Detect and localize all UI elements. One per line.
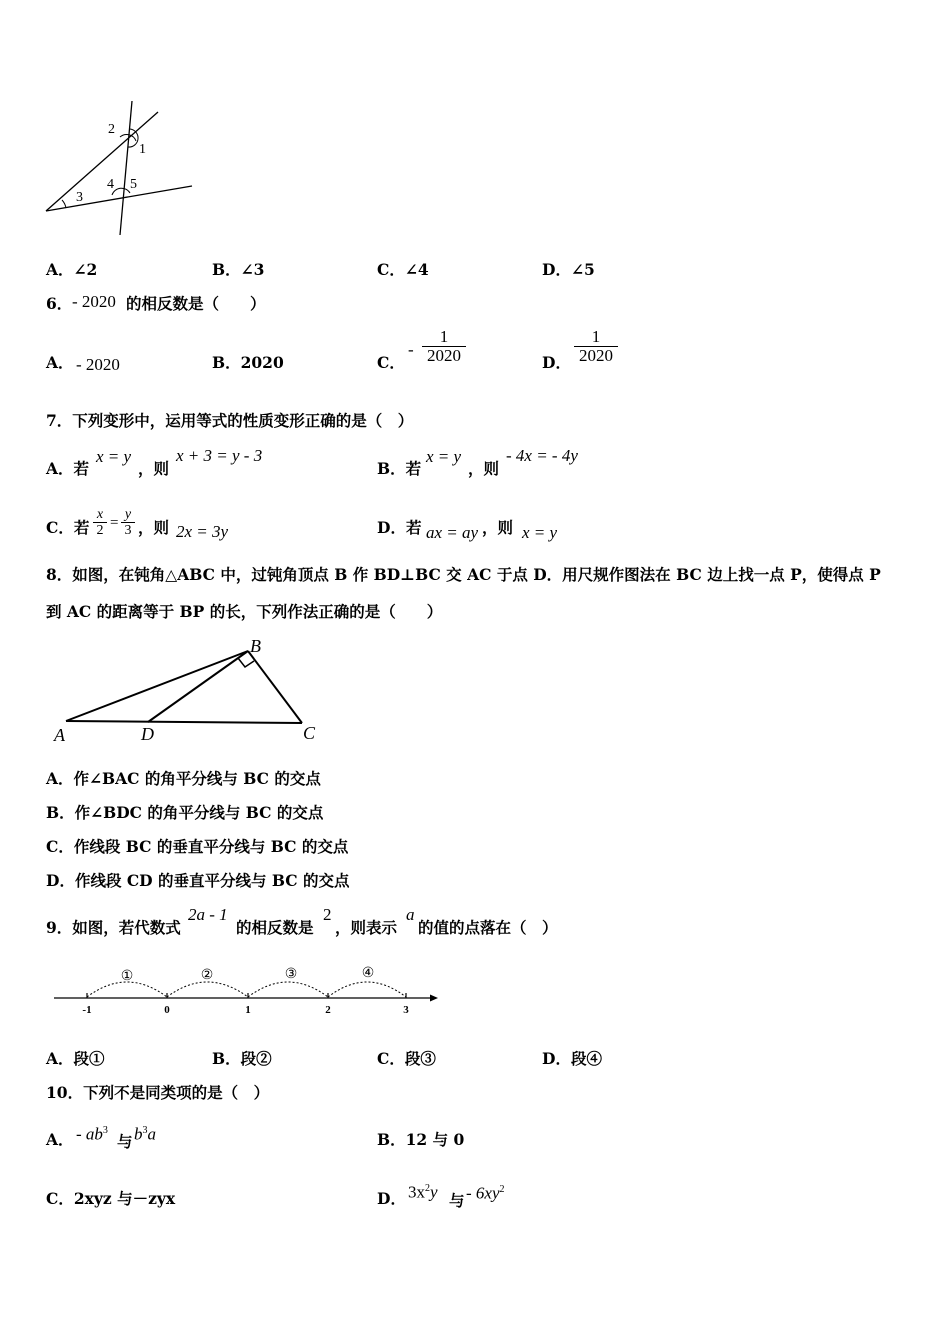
q8-option-a[interactable]: A．作∠BAC 的角平分线与 BC 的交点 [46,769,321,788]
fraction-denominator: 2020 [579,346,613,365]
tick-label: -1 [82,1004,92,1016]
q9-prefix: 9．如图，若代数式 [46,918,181,937]
q7-option-b-cond: x = y [426,447,462,466]
q6-option-c-sign: - [408,340,414,359]
q6-expr: - 2020 [72,292,116,311]
q9-mid: 的相反数是 [236,918,314,937]
q8-stem-line2: 到 AC 的距离等于 BP 的长，下列作法正确的是（ ） [46,602,443,621]
q10-option-a-right: $b^3a$ [134,1124,156,1144]
angle-label-2: 2 [108,122,115,137]
q7-stem: 7．下列变形中，运用等式的性质变形正确的是（ ） [46,411,414,430]
q10-option-a-letter[interactable]: A． [46,1130,74,1149]
q8-option-b[interactable]: B．作∠BDC 的角平分线与 BC 的交点 [46,803,324,822]
q10-option-d-letter[interactable]: D． [377,1189,406,1208]
vertex-label-b: B [250,636,261,656]
q7-option-c-frac-y: y 3 [121,507,135,539]
q10-stem: 10．下列不是同类项的是（ ） [46,1083,270,1102]
q7-option-b-lead[interactable]: B．若 [377,459,422,478]
q6-option-b[interactable]: B．2020 [212,353,284,372]
q9-expr: 2a - 1 [188,905,228,924]
q7-option-a-result: x + 3 = y - 3 [176,446,263,465]
segment-label-4: ④ [361,966,375,981]
angle-label-3: 3 [76,190,83,205]
q6-stem: 的相反数是（ ） [126,294,266,313]
q6-option-c-fraction [422,328,466,365]
q9-option-b[interactable]: B．段② [212,1049,272,1068]
q6-number: 6． [46,294,73,313]
q6-option-c-letter[interactable]: C． [377,353,405,372]
q5-option-c[interactable]: C．∠4 [377,260,429,279]
q7-option-d-then: ，则 [482,518,514,537]
q10-option-d-right: - $6xy^2$ [466,1183,505,1203]
q9-option-d[interactable]: D．段④ [542,1049,602,1068]
fraction-denominator: 2020 [427,346,461,365]
q7-option-d-result: x = y [522,523,558,542]
q8-stem-line1: 8．如图，在钝角△ABC 中，过钝角顶点 B 作 BD⊥BC 交 AC 于点 D．用尺规作图法在 BC 边上找一点 P，使得点 P [46,565,881,584]
q8-option-d[interactable]: D．作线段 CD 的垂直平分线与 BC 的交点 [46,871,350,890]
q7-option-a-lead[interactable]: A．若 [46,459,90,478]
vertex-label-d: D [141,724,154,744]
tick-label: 1 [245,1004,251,1016]
q7-option-a-then: ，则 [138,459,170,478]
q9-option-a[interactable]: A．段① [46,1049,105,1068]
q7-option-d-lead[interactable]: D．若 [377,518,422,537]
tick-label: 3 [403,1004,409,1016]
q7-option-c-lead[interactable]: C．若 [46,518,90,537]
q9-var: a [406,905,415,924]
q5-option-a[interactable]: A．∠2 [46,260,98,279]
q10-option-d-yu: 与 [449,1191,465,1210]
q6-option-a-letter[interactable]: A． [46,353,74,372]
tick-label: 2 [325,1004,331,1016]
q7-option-c-result: 2x = 3y [176,522,229,541]
tick-label: 0 [164,1004,170,1016]
angle-label-4: 4 [107,177,114,192]
q5-option-b[interactable]: B．∠3 [212,260,265,279]
q9-mid2: ，则表示 [335,918,398,937]
angle-label-1: 1 [139,142,146,157]
fraction-numerator: 1 [591,327,601,346]
q6-option-d-fraction [574,328,618,365]
q8-option-c[interactable]: C．作线段 BC 的垂直平分线与 BC 的交点 [46,837,349,856]
fraction-numerator: 1 [439,327,449,346]
q9-value: 2 [323,905,332,924]
segment-label-3: ③ [284,967,298,982]
q10-option-a-yu: 与 [117,1132,133,1151]
segment-label-1: ① [120,969,134,984]
segment-label-2: ② [200,968,214,983]
q7-option-a-cond: x = y [96,447,132,466]
q5-option-d[interactable]: D．∠5 [542,260,595,279]
vertex-label-a: A [54,725,65,745]
q10-option-a-left: - $ab^3$ [76,1124,108,1144]
q7-option-c-then: ，则 [138,518,170,537]
q10-option-b[interactable]: B．12 与 0 [377,1130,465,1149]
q7-option-b-result: - 4x = - 4y [506,446,578,465]
q7-option-b-then: ，则 [468,459,500,478]
q7-option-c-frac-x: x 2 [93,507,107,539]
q6-option-d-letter[interactable]: D． [542,353,571,372]
q9-option-c[interactable]: C．段③ [377,1049,436,1068]
q10-option-c[interactable]: C．2xyz 与－zyx [46,1189,176,1208]
q10-option-d-left: $3x^2y$ [408,1182,438,1202]
number-line [50,960,442,1020]
angle-label-5: 5 [130,177,137,192]
q6-option-a-expr: - 2020 [76,355,120,374]
vertex-label-c: C [303,723,316,743]
q9-suffix: 的值的点落在（ ） [418,918,558,937]
angle-figure [40,95,205,245]
q7-option-c-equals: = [110,515,119,531]
q7-option-d-cond: ax = ay [426,523,479,542]
triangle-figure [46,632,336,747]
